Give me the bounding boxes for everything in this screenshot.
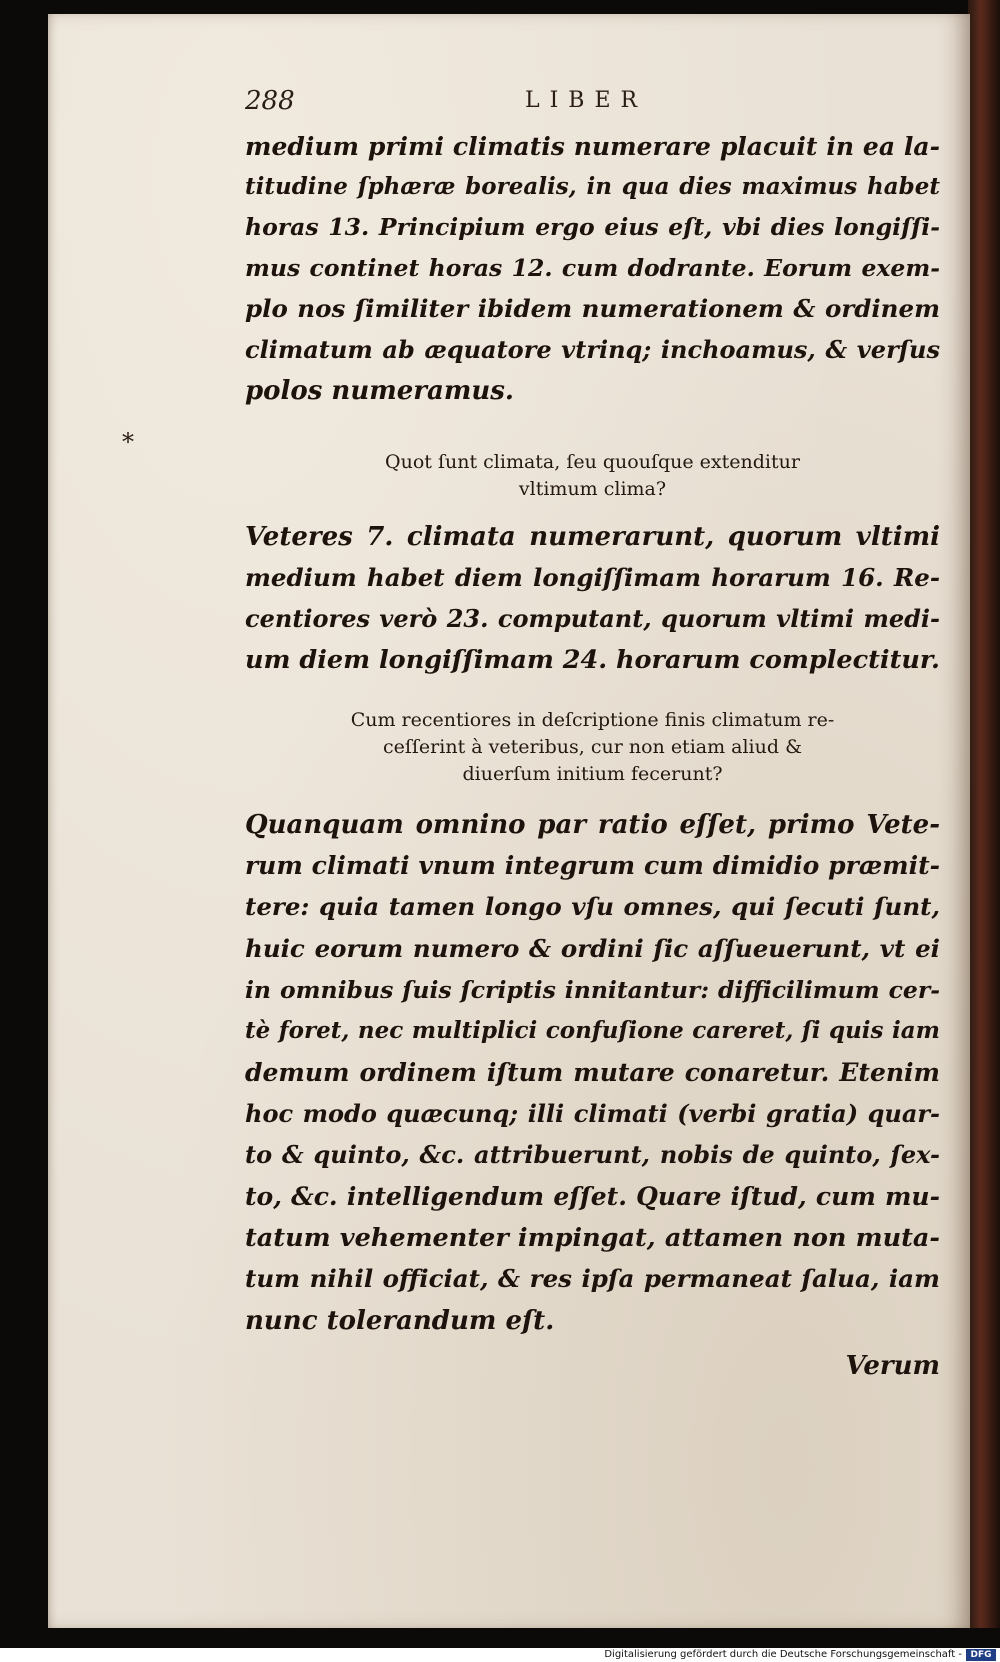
text-line: polos numeramus. (245, 376, 514, 406)
text-line: tere: quia tamen longo vſu omnes, qui ſecuti ſunt, (245, 892, 940, 921)
text-line: horas 13. Principium ergo eius eſt, vbi dies longiſſi- (245, 213, 940, 241)
text-line: titudine ſphæræ borealis, in qua dies maximus habet (245, 173, 940, 200)
heading-line: ceſſerint à veteribus, cur non etiam aliud & (382, 736, 802, 758)
text-line: Quanquam omnino par ratio eſſet, primo Vete- (245, 810, 940, 840)
page-number: 288 (245, 86, 295, 116)
text-line: huic eorum numero & ordini ſic aſſueuerunt, vt ei (245, 934, 940, 963)
heading-line: diuerſum initium fecerunt? (462, 763, 723, 785)
funding-credit: Digitalisierung gefördert durch die Deutsche Forschungsgemeinschaft - (604, 1649, 962, 1660)
book-edge-right (968, 0, 1000, 1648)
text-line: demum ordinem iſtum mutare conaretur. Etenim (245, 1058, 940, 1087)
scan-border-top (0, 0, 1000, 14)
text-line: um diem longiſſimam 24. horarum complectitur. (245, 645, 940, 675)
text-line: medium habet diem longiſſimam horarum 16. Re- (245, 563, 940, 592)
text-line: nunc tolerandum eſt. (245, 1306, 555, 1336)
text-line: plo nos ſimiliter ibidem numerationem & ordinem (245, 294, 940, 323)
text-line: tatum vehementer impingat, attamen non muta- (245, 1223, 940, 1253)
text-line: to, &c. intelligendum eſſet. Quare iſtud, cum mu- (245, 1182, 940, 1211)
page-header (245, 86, 935, 122)
footer-bar (0, 1648, 1000, 1662)
text-line: in omnibus ſuis ſcriptis innitantur: difficilimum cer- (245, 976, 940, 1004)
text-line: hoc modo quæcunq; illi climati (verbi gratia) quar- (245, 1099, 940, 1128)
text-line: tum nihil officiat, & res ipſa permaneat ſalua, iam (245, 1264, 940, 1293)
text-line: to & quinto, &c. attribuerunt, nobis de quinto, ſex- (245, 1140, 940, 1169)
catchword: Verum (845, 1351, 940, 1381)
text-line: Veteres 7. climata numerarunt, quorum vltimi (245, 522, 940, 552)
running-head: LIBER (525, 88, 648, 113)
text-line: centiores verò 23. computant, quorum vltimi medi- (245, 604, 940, 633)
heading-line: Cum recentiores in deſcriptione finis climatum re- (350, 709, 835, 731)
dfg-logo: DFG (966, 1649, 996, 1661)
margin-mark: * (122, 428, 134, 456)
text-line: tè foret, nec multiplici confuſione careret, ſi quis iam (245, 1017, 940, 1044)
text-line: mus continet horas 12. cum dodrante. Eorum exem- (245, 254, 940, 282)
scan-border-left (0, 0, 48, 1662)
text-line: medium primi climatis numerare placuit in ea la- (245, 132, 940, 161)
heading-line: Quot ſunt climata, ſeu quouſque extenditur (385, 451, 800, 473)
scan-border-bottom (0, 1628, 1000, 1648)
text-line: rum climati vnum integrum cum dimidio præmit- (245, 851, 940, 880)
heading-line: vltimum clima? (518, 478, 667, 500)
text-line: climatum ab æquatore vtrinq; inchoamus, & verſus (245, 335, 940, 364)
